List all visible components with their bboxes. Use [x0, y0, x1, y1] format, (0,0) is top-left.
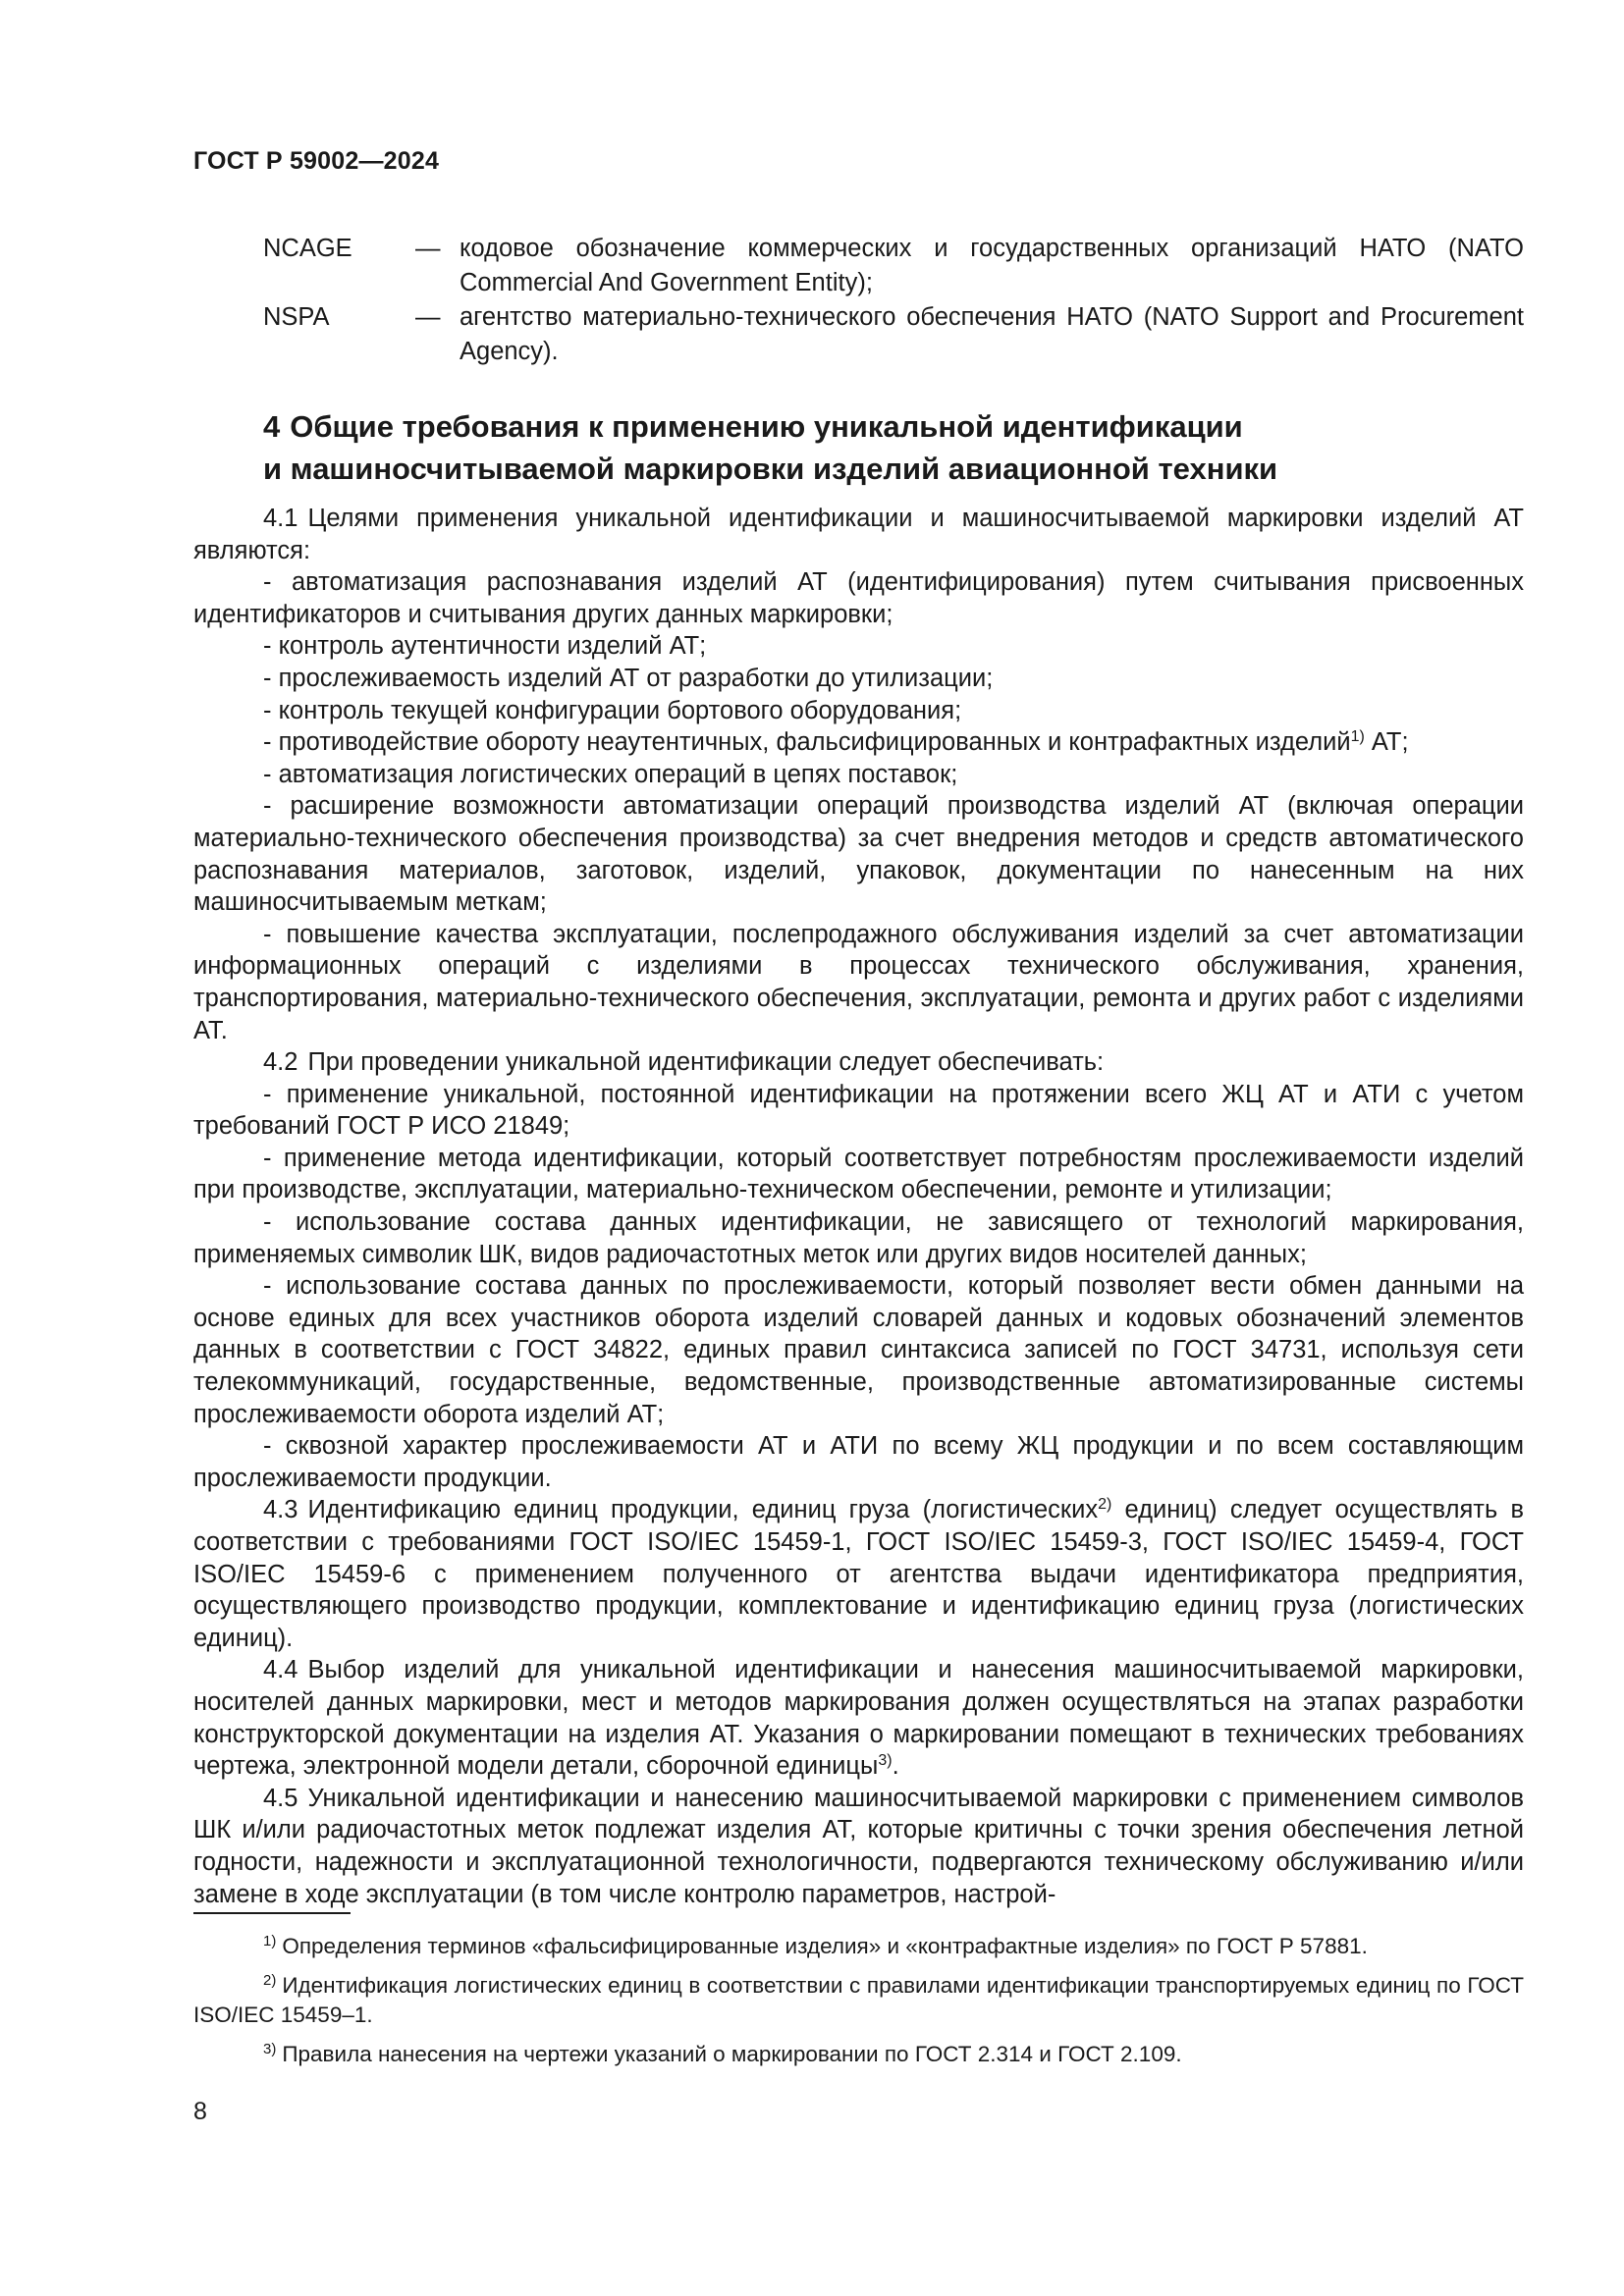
paragraph-text: При проведении уникальной идентификации следует обеспечивать: [307, 1048, 1105, 1077]
paragraph-number: 4.4 [263, 1656, 298, 1684]
list-item: - автоматизация логистических операций в цепях поставок; [263, 760, 958, 788]
footnote-separator [193, 1912, 351, 1914]
abbreviation-dash: — [415, 235, 441, 262]
section-title-line2: и машиносчитываемой маркировки изделий авиационной техники [263, 452, 1278, 486]
footnote-mark: 3) [263, 2041, 277, 2057]
footnote [193, 2040, 1524, 2069]
page-number: 8 [193, 2098, 207, 2125]
document-body [193, 503, 1524, 1910]
abbreviation-definition: кодовое обозначение коммерческих и государственных организаций НАТО (NATO Commercial And Government Entity); [460, 235, 1524, 296]
paragraph-text-tail: единиц) следует осуществлять в соответствии с требованиями ГОСТ ISO/IEC 15459-1, ГОСТ ISO/IEC 15459-3, ГОСТ ISO/IEC 15459-4, ГОСТ ISO/IEC 15459-6 с применением полученного от агентства выдачи идентификатора предприятия, осуществляющего производство продукции, комплектование и идентификацию единиц груза (логистических единиц). [193, 1496, 1524, 1652]
footnote [193, 1932, 1524, 1961]
list-item [193, 726, 1524, 759]
abbreviation-row [263, 300, 1524, 369]
footnote [193, 1971, 1524, 2030]
paragraph-text: Уникальной идентификации и нанесению машиносчитываемой маркировки с применением символов ШК и/или радиочастотных меток подлежат изделия АТ, которые критичны с точки зрения обеспечения летной годности, надежности и эксплуатационной технологичности, подвергаются техническому обслуживанию и/или замене в ходе эксплуатации (в том числе контролю параметров, настрой- [193, 1784, 1524, 1908]
footnote-reference[interactable]: 3) [878, 1752, 893, 1770]
footnote-reference[interactable]: 1) [1350, 728, 1365, 746]
paragraph-4-3 [193, 1494, 1524, 1654]
footnote-text: Определения терминов «фальсифицированные изделия» и «контрафактные изделия» по ГОСТ Р 57881. [282, 1934, 1368, 1958]
abbreviation-term: NCAGE [263, 235, 352, 262]
abbreviation-list [263, 232, 1524, 369]
document-header: ГОСТ Р 59002—2024 [193, 147, 440, 175]
list-item: - автоматизация распознавания изделий АТ (идентифицирования) путем считывания присвоенных идентификаторов и считывания других данных маркировки; [193, 568, 1524, 628]
section-heading-line [263, 405, 1524, 448]
paragraph-number: 4.2 [263, 1048, 298, 1077]
paragraph-text: Выбор изделий для уникальной идентификации и нанесения машиносчитываемой маркировки, носителей данных маркировки, мест и методов маркирования должен осуществляться на этапах разработки конструкторской документации на изделия АТ. Указания о маркировании помещают в технических требованиях чертежа, электронной модели детали, сборочной единицы [193, 1656, 1524, 1781]
paragraph-text-tail: . [892, 1752, 899, 1781]
list-item: - повышение качества эксплуатации, послепродажного обслуживания изделий за счет автоматизации информационных операций с изделиями в процессах технического обслуживания, хранения, транспортирования, материально-технического обеспечения, эксплуатации, ремонта и других работ с изделиями АТ. [193, 920, 1524, 1044]
paragraph-4-5 [193, 1783, 1524, 1910]
footnote-reference[interactable]: 2) [1098, 1496, 1112, 1514]
footnotes [193, 1932, 1524, 2079]
abbreviation-definition: агентство материально-технического обеспечения НАТО (NATO Support and Procurement Agency). [460, 303, 1524, 365]
abbreviation-row [263, 232, 1524, 300]
list-item: - использование состава данных по прослеживаемости, который позволяет вести обмен данными на основе единых для всех участников оборота изделий словарей данных и кодовых обозначений элементов данных в соответствии с ГОСТ 34822, единых правил синтаксиса записей по ГОСТ 34731, используя сети телекоммуникаций, государственные, ведомственные, производственные автоматизированные системы прослеживаемости оборота изделий АТ; [193, 1272, 1524, 1428]
paragraph-number: 4.1 [263, 505, 298, 532]
section-title-line1: Общие требования к применению уникальной идентификации [290, 409, 1243, 444]
paragraph-number: 4.3 [263, 1496, 298, 1524]
paragraph-4-4 [193, 1654, 1524, 1782]
paragraph-4-2 [193, 1046, 1524, 1079]
abbreviation-term: NSPA [263, 303, 330, 331]
footnote-mark: 2) [263, 1972, 277, 1989]
list-item-text: - противодействие обороту неаутентичных, фальсифицированных и контрафактных изделий [263, 728, 1351, 757]
list-item: - расширение возможности автоматизации операций производства изделий АТ (включая операции материально-технического обеспечения производства) за счет внедрения методов и средств автоматического распознавания материалов, заготовок, изделий, упаковок, документации по нанесенным на них машиносчитываемым меткам; [193, 792, 1524, 917]
section-number: 4 [263, 409, 281, 444]
paragraph-4-1 [193, 503, 1524, 566]
list-item: - применение уникальной, постоянной идентификации на протяжении всего ЖЦ АТ и АТИ с учетом требований ГОСТ Р ИСО 21849; [193, 1080, 1524, 1141]
list-item: - контроль аутентичности изделий АТ; [263, 632, 707, 661]
paragraph-text: Идентификацию единиц продукции, единиц груза (логистических [307, 1496, 1099, 1524]
paragraph-text: Целями применения уникальной идентификации и машиносчитываемой маркировки изделий АТ являются: [193, 505, 1524, 564]
list-item: - контроль текущей конфигурации бортового оборудования; [263, 696, 962, 724]
paragraph-number: 4.5 [263, 1784, 298, 1812]
list-item: - применение метода идентификации, который соответствует потребностям прослеживаемости изделий при производстве, эксплуатации, материально-техническом обеспечении, ремонте и утилизации; [193, 1144, 1524, 1204]
list-item: - использование состава данных идентификации, не зависящего от технологий маркирования, применяемых символик ШК, видов радиочастотных меток или других видов носителей данных; [193, 1208, 1524, 1268]
abbreviation-dash: — [415, 303, 441, 331]
footnote-text: Идентификация логистических единиц в соответствии с правилами идентификации транспортируемых единиц по ГОСТ ISO/IEC 15459–1. [193, 1973, 1524, 2027]
footnote-mark: 1) [263, 1933, 277, 1949]
list-item: - прослеживаемость изделий АТ от разработки до утилизации; [263, 664, 994, 692]
list-item: - сквозной характер прослеживаемости АТ и АТИ по всему ЖЦ продукции и по всем составляющим прослеживаемости продукции. [193, 1432, 1524, 1492]
section-heading [263, 405, 1524, 490]
list-item-tail: АТ; [1364, 728, 1409, 757]
footnote-text: Правила нанесения на чертежи указаний о маркировании по ГОСТ 2.314 и ГОСТ 2.109. [282, 2042, 1182, 2066]
